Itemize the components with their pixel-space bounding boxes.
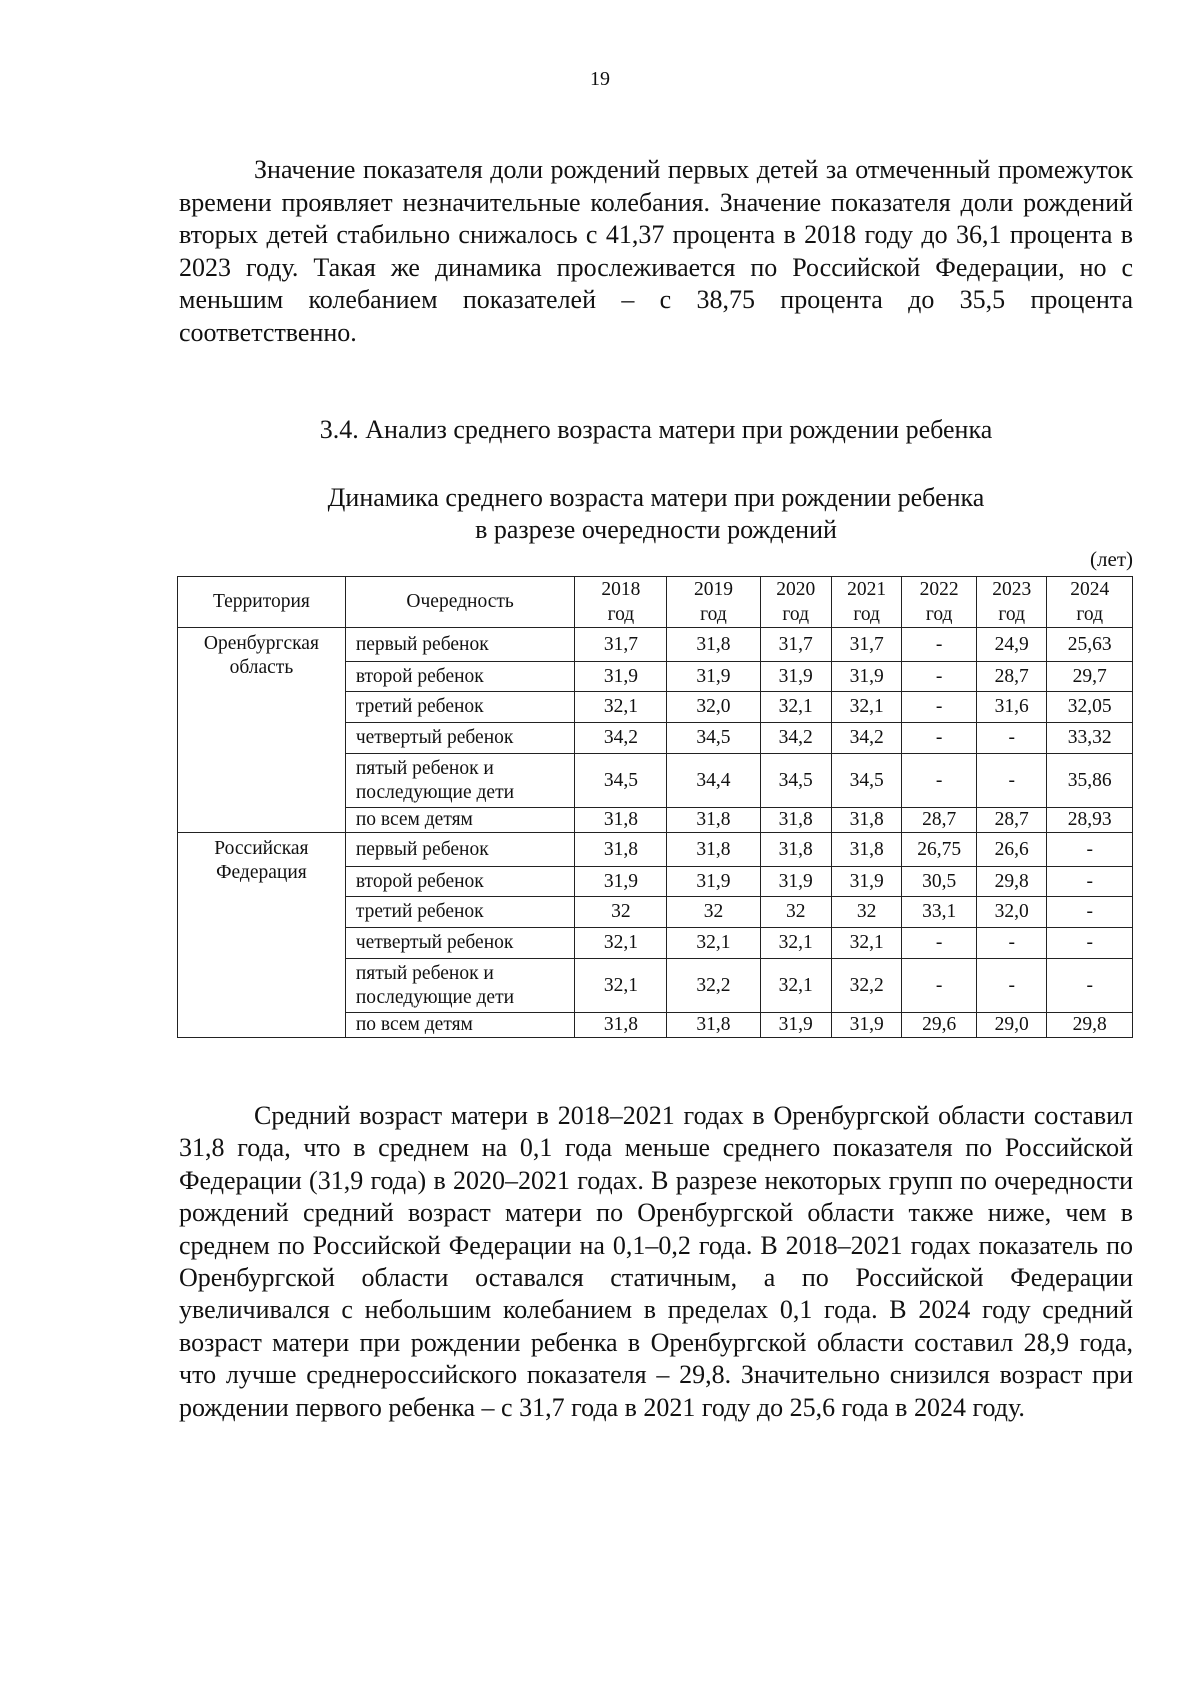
value-cell: 31,9	[760, 662, 831, 692]
value-cell: 32,1	[831, 692, 901, 723]
value-cell: -	[902, 692, 977, 723]
value-cell: -	[902, 662, 977, 692]
value-cell: 31,9	[831, 1013, 901, 1038]
value-cell: 34,5	[831, 754, 901, 808]
paragraph-share-of-births: Значение показателя доли рождений первых детей за отмеченный промежуток времени проявляет незначительные колебания. Значение показателя доли рождений вторых детей стабильно снижалось с 41,37 процента в 2018 году до 36,1 процента в 2023 году. Такая же динамика прослеживается по Российской Федерации, но с меньшим колебанием показателей – с 38,75 процента до 35,5 процента соответственно.	[179, 155, 1133, 347]
value-cell: 29,6	[902, 1013, 977, 1038]
value-cell: 31,6	[977, 692, 1047, 723]
value-cell: 31,8	[667, 1013, 760, 1038]
value-cell: 29,8	[1047, 1013, 1133, 1038]
value-cell: 32,1	[760, 692, 831, 723]
value-cell: -	[1047, 833, 1133, 867]
birth-order-cell: пятый ребенок и последующие дети	[345, 959, 575, 1013]
header-year-2019: 2019 год	[667, 577, 760, 628]
value-cell: 31,8	[575, 1013, 667, 1038]
value-cell: 29,0	[977, 1013, 1047, 1038]
value-cell: 34,2	[575, 723, 667, 754]
value-cell: 31,9	[831, 662, 901, 692]
value-cell: 31,9	[667, 867, 760, 897]
table-title	[179, 482, 1133, 546]
value-cell: 33,1	[902, 897, 977, 928]
value-cell: 31,8	[760, 833, 831, 867]
value-cell: 31,8	[667, 833, 760, 867]
value-cell: 30,5	[902, 867, 977, 897]
header-year-2021: 2021 год	[831, 577, 901, 628]
value-cell: 31,9	[760, 867, 831, 897]
birth-order-cell: четвертый ребенок	[345, 723, 575, 754]
value-cell: 35,86	[1047, 754, 1133, 808]
birth-order-cell: четвертый ребенок	[345, 928, 575, 959]
value-cell: 28,93	[1047, 808, 1133, 833]
value-cell: 33,32	[1047, 723, 1133, 754]
birth-order-cell: первый ребенок	[345, 628, 575, 662]
value-cell: 32,1	[575, 692, 667, 723]
value-cell: -	[977, 723, 1047, 754]
value-cell: -	[902, 723, 977, 754]
birth-order-cell: по всем детям	[345, 1013, 575, 1038]
value-cell: 31,7	[760, 628, 831, 662]
table-title-line-2: в разрезе очередности рождений	[475, 515, 837, 544]
value-cell: 28,7	[977, 808, 1047, 833]
value-cell: 31,9	[575, 867, 667, 897]
value-cell: 32,1	[760, 959, 831, 1013]
value-cell: 32	[667, 897, 760, 928]
value-cell: 32,2	[667, 959, 760, 1013]
value-cell: 32,1	[667, 928, 760, 959]
birth-order-cell: второй ребенок	[345, 867, 575, 897]
value-cell: 28,7	[902, 808, 977, 833]
value-cell: -	[977, 959, 1047, 1013]
header-year-2020: 2020 год	[760, 577, 831, 628]
territory-cell: Оренбургская область	[178, 628, 346, 833]
value-cell: 32,1	[575, 928, 667, 959]
value-cell: 32,1	[831, 928, 901, 959]
value-cell: 32,1	[575, 959, 667, 1013]
table-body	[178, 628, 1133, 1038]
table-row	[178, 628, 1133, 662]
value-cell: 32,1	[760, 928, 831, 959]
value-cell: 32,0	[667, 692, 760, 723]
header-territory: Территория	[178, 577, 346, 628]
value-cell: 32,05	[1047, 692, 1133, 723]
value-cell: 31,8	[575, 833, 667, 867]
value-cell: -	[902, 928, 977, 959]
value-cell: 34,2	[760, 723, 831, 754]
value-cell: -	[1047, 959, 1133, 1013]
birth-order-cell: по всем детям	[345, 808, 575, 833]
value-cell: 24,9	[977, 628, 1047, 662]
value-cell: 34,5	[760, 754, 831, 808]
value-cell: 25,63	[1047, 628, 1133, 662]
value-cell: 31,8	[831, 808, 901, 833]
section-heading: 3.4. Анализ среднего возраста матери при рождении ребенка	[319, 415, 993, 444]
units-label: (лет)	[1090, 547, 1133, 571]
value-cell: 31,8	[575, 808, 667, 833]
header-order: Очередность	[345, 577, 575, 628]
birth-order-cell: третий ребенок	[345, 897, 575, 928]
value-cell: -	[977, 928, 1047, 959]
table-row	[178, 833, 1133, 867]
value-cell: 31,8	[667, 808, 760, 833]
value-cell: 29,7	[1047, 662, 1133, 692]
value-cell: 31,7	[831, 628, 901, 662]
value-cell: 29,8	[977, 867, 1047, 897]
value-cell: -	[902, 754, 977, 808]
value-cell: 32	[831, 897, 901, 928]
value-cell: -	[1047, 867, 1133, 897]
table-title-line-1: Динамика среднего возраста матери при рождении ребенка	[327, 483, 985, 512]
value-cell: -	[1047, 928, 1133, 959]
value-cell: 31,9	[575, 662, 667, 692]
value-cell: -	[1047, 897, 1133, 928]
value-cell: 34,5	[667, 723, 760, 754]
mother-age-table	[177, 576, 1133, 1038]
territory-cell: Российская Федерация	[178, 833, 346, 1038]
header-year-2023: 2023 год	[977, 577, 1047, 628]
value-cell: 32	[760, 897, 831, 928]
value-cell: 31,9	[831, 867, 901, 897]
value-cell: 34,2	[831, 723, 901, 754]
value-cell: 31,9	[667, 662, 760, 692]
value-cell: 26,6	[977, 833, 1047, 867]
value-cell: 32,2	[831, 959, 901, 1013]
value-cell: 31,8	[760, 808, 831, 833]
paragraph-mother-age-analysis: Средний возраст матери в 2018–2021 годах в Оренбургской области составил 31,8 года, что в среднем на 0,1 года меньше среднего показателя по Российской Федерации (31,9 года) в 2020–2021 годах. В разрезе некоторых групп по очередности рождений средний возраст матери по Оренбургской области также ниже, чем в среднем по Российской Федерации на 0,1–0,2 года. В 2018–2021 годах показатель по Оренбургской области оставался статичным, а по Российской Федерации увеличивался с небольшим колебанием в пределах 0,1 года. В 2024 году средний возраст матери при рождении ребенка в Оренбургской области составил 28,9 года, что лучше среднероссийского показателя – 29,8. Значительно снизился возраст при рождении первого ребенка – с 31,7 года в 2021 году до 25,6 года в 2024 году.	[179, 1101, 1133, 1422]
value-cell: 31,9	[760, 1013, 831, 1038]
header-year-2018: 2018 год	[575, 577, 667, 628]
value-cell: 34,4	[667, 754, 760, 808]
value-cell: 31,7	[575, 628, 667, 662]
value-cell: -	[902, 628, 977, 662]
header-year-2024: 2024 год	[1047, 577, 1133, 628]
birth-order-cell: пятый ребенок и последующие дети	[345, 754, 575, 808]
value-cell: 28,7	[977, 662, 1047, 692]
value-cell: 32	[575, 897, 667, 928]
value-cell: 26,75	[902, 833, 977, 867]
value-cell: -	[902, 959, 977, 1013]
value-cell: 34,5	[575, 754, 667, 808]
value-cell: -	[977, 754, 1047, 808]
value-cell: 32,0	[977, 897, 1047, 928]
birth-order-cell: первый ребенок	[345, 833, 575, 867]
value-cell: 31,8	[667, 628, 760, 662]
page-number: 19	[590, 68, 610, 90]
header-year-2022: 2022 год	[902, 577, 977, 628]
birth-order-cell: третий ребенок	[345, 692, 575, 723]
table-header	[178, 577, 1133, 628]
birth-order-cell: второй ребенок	[345, 662, 575, 692]
value-cell: 31,8	[831, 833, 901, 867]
